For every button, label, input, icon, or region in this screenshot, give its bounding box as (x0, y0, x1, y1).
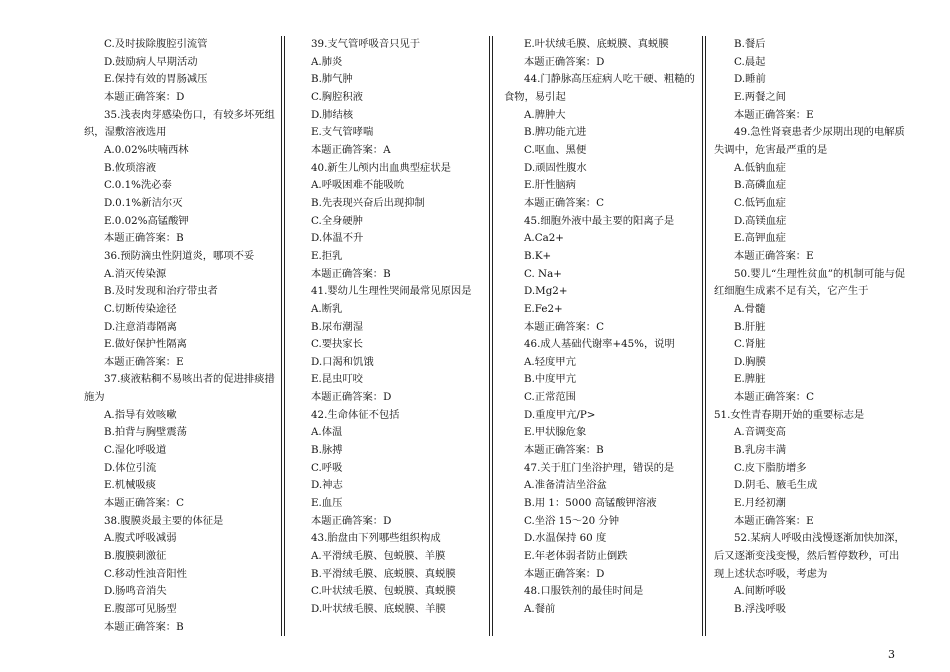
text-line: 51.女性青春期开始的重要标志是 (714, 408, 865, 421)
text-line: D.鼓励病人早期活动 (104, 55, 198, 68)
text-line: A.平滑绒毛膜、包蜕膜、羊膜 (311, 550, 446, 563)
column-divider (702, 36, 706, 636)
text-line: B.用 1：5000 高锰酸钾溶液 (524, 497, 657, 510)
text-line: B.脉搏 (311, 444, 343, 457)
text-line: B.中度甲亢 (524, 373, 577, 386)
text-line: E.月经初潮 (734, 497, 786, 510)
text-line: A.断乳 (311, 302, 343, 315)
text-line: C. Na+ (524, 267, 562, 280)
text-line: B.平滑绒毛膜、底蜕膜、真蜕膜 (311, 567, 456, 580)
column-divider (281, 36, 285, 636)
text-line: E.0.02%高锰酸钾 (104, 214, 189, 227)
text-line: D.体温不升 (311, 232, 364, 245)
text-line: E.高钾血症 (734, 232, 786, 245)
text-line: B.浮浅呼吸 (734, 603, 787, 615)
text-line: A.准备清洁坐浴盆 (524, 479, 607, 492)
text-line: 本题正确答案：E (734, 108, 814, 121)
text-line: 本题正确答案：D (524, 567, 605, 580)
text-line: C.0.1%洗必泰 (104, 179, 172, 192)
text-line: D.睡前 (734, 73, 766, 86)
text-line: C.呼吸 (311, 461, 343, 474)
text-line: 本题正确答案：C (524, 196, 604, 209)
text-line: 46.成人基础代谢率+45%，说明 (524, 338, 675, 351)
text-line: C.全身硬肿 (311, 214, 363, 227)
text-line: E.拒乳 (311, 249, 343, 262)
text-line: 44.门静脉高压症病人吃干硬、粗糙的食物，易引起 (504, 73, 695, 103)
column-1 (84, 36, 279, 636)
text-line: E.支气管哮喘 (311, 126, 374, 139)
text-line: D.0.1%新洁尔灭 (104, 196, 183, 209)
text-line: E.肝性脑病 (524, 179, 576, 192)
text-line: E.血压 (311, 497, 343, 510)
text-line: C.低钙血症 (734, 196, 786, 209)
text-line: 39.支气管呼吸音只见于 (311, 38, 421, 50)
text-line: B.肝脏 (734, 320, 766, 333)
text-line: B.腹膜刺激征 (104, 550, 167, 563)
text-line: D.顽固性腹水 (524, 161, 587, 174)
text-line: 49.急性肾衰患者少尿期出现的电解质失调中，危害最严重的是 (714, 126, 905, 156)
text-line: 本题正确答案：D (524, 55, 605, 68)
text-line: 本题正确答案：D (311, 514, 392, 527)
text-line: C.切断传染途径 (104, 302, 177, 315)
text-line: 40.新生儿颅内出血典型症状是 (311, 161, 451, 174)
text-line: D.叶状绒毛膜、底蜕膜、羊膜 (311, 603, 446, 615)
text-line: D.高镁血症 (734, 214, 787, 227)
text-line: A.体温 (311, 426, 343, 439)
text-line: C.叶状绒毛膜、包蜕膜、真蜕膜 (311, 585, 456, 598)
text-line: D.肠鸣音消失 (104, 585, 167, 598)
text-line: C.移动性浊音阳性 (104, 567, 187, 580)
text-line: C.湿化呼吸道 (104, 444, 167, 457)
text-line: A.间断呼吸 (734, 585, 786, 598)
text-line: B.拍背与胸壁震荡 (104, 426, 187, 439)
text-line: C.要抉家长 (311, 338, 363, 351)
text-line: 本题正确答案：E (734, 249, 814, 262)
column-3 (504, 36, 699, 619)
text-line: D.神志 (311, 479, 343, 492)
text-line: E.甲状腺危象 (524, 426, 587, 439)
text-line: B.及时发现和治疗带虫者 (104, 285, 218, 298)
text-line: E.叶状绒毛膜、底蜕膜、真蜕膜 (524, 38, 669, 50)
text-line: B.高磷血症 (734, 179, 787, 192)
text-line: D.体位引流 (104, 461, 157, 474)
text-line: 本题正确答案：E (734, 514, 814, 527)
text-line: A.呼吸困难不能吸吮 (311, 179, 405, 192)
text-line: 35.浅表肉芽感染伤口，有较多坏死组织，湿敷溶液选用 (84, 108, 275, 139)
text-line: A.脾肿大 (524, 108, 566, 121)
text-line: E.昆虫叮咬 (311, 373, 363, 386)
text-line: D.Mg2+ (524, 285, 568, 298)
text-line: E.年老体弱者防止倒跌 (524, 550, 628, 563)
text-line: D.阴毛、腋毛生成 (734, 479, 818, 492)
text-line: B.乳房丰满 (734, 444, 787, 457)
column-4 (714, 36, 909, 619)
text-line: C.皮下脂肪增多 (734, 461, 807, 474)
text-line: 47.关于肛门坐浴护理，错误的是 (524, 461, 675, 474)
text-line: A.肺炎 (311, 55, 343, 68)
text-line: 45.细胞外液中最主要的阳离子是 (524, 214, 675, 227)
text-line: 本题正确答案：C (104, 497, 184, 510)
text-line: A.餐前 (524, 603, 556, 615)
text-line: C.及时拔除腹腔引流管 (104, 38, 208, 50)
text-line: 36.预防滴虫性阴道炎，哪项不妥 (104, 249, 255, 262)
text-line: A.音调变高 (734, 426, 786, 439)
text-line: D.重度甲亢/P> (524, 408, 596, 421)
text-line: 本题正确答案：E (104, 355, 184, 368)
text-line: 本题正确答案：B (104, 232, 184, 245)
text-line: E.两餐之间 (734, 90, 786, 103)
text-line: E.机械吸痰 (104, 479, 156, 492)
text-line: 本题正确答案：D (104, 90, 185, 103)
text-line: B.K+ (524, 249, 552, 262)
text-line: C.胸腔积液 (311, 90, 363, 103)
page-number: 3 (888, 648, 895, 661)
text-line: D.口渴和饥饿 (311, 355, 374, 368)
text-line: 37.痰液粘稠不易咳出者的促进排痰措施为 (84, 373, 275, 404)
text-line: 42.生命体征不包括 (311, 408, 400, 421)
text-line: 50.婴儿“生理性贫血”的机制可能与促红细胞生成素不足有关，它产生于 (714, 267, 906, 298)
text-line: B.肺气肿 (311, 73, 353, 86)
text-line: C.肾脏 (734, 338, 766, 351)
text-line: 48.口服铁剂的最佳时间是 (524, 585, 644, 598)
text-line: 本题正确答案：B (524, 444, 604, 457)
text-line: 本题正确答案：A (311, 143, 391, 156)
text-line: C.呕血、黑便 (524, 143, 587, 156)
text-line: D.注意消毒隔离 (104, 320, 177, 333)
text-line: D.胸膜 (734, 355, 766, 368)
text-line: C.坐浴 15～20 分钟 (524, 514, 620, 527)
text-line: E.Fe2+ (524, 302, 563, 315)
text-line: A.轻度甲亢 (524, 355, 576, 368)
text-line: B.尿布潮湿 (311, 320, 364, 333)
text-line: 本题正确答案：D (311, 391, 392, 404)
text-line: E.腹部可见肠型 (104, 603, 177, 615)
text-line: 43.胎盘由下列哪些组织构成 (311, 532, 441, 545)
text-line: A.腹式呼吸减弱 (104, 532, 177, 545)
text-line: 本题正确答案：B (104, 620, 184, 633)
text-line: 本题正确答案：C (734, 391, 814, 404)
column-2 (291, 36, 486, 619)
text-line: E.做好保护性隔离 (104, 338, 187, 351)
text-line: 52.某病人呼吸由浅慢逐渐加快加深，后又逐渐变浅变慢，然后暂停数秒，可出现上述状态呼吸，考虑为 (714, 532, 905, 580)
text-line: 本题正确答案：C (524, 320, 604, 333)
text-line: 41.婴幼儿生理性哭闹最常见原因是 (311, 285, 472, 298)
text-line: B.脾功能亢进 (524, 126, 587, 139)
text-line: D.水温保持 60 度 (524, 532, 607, 545)
text-line: C.晨起 (734, 55, 766, 68)
text-line: 本题正确答案：B (311, 267, 391, 280)
text-line: A.0.02%呋喃西林 (104, 143, 189, 156)
text-line: A.骨髓 (734, 302, 766, 315)
text-line: D.肺结核 (311, 108, 354, 121)
text-line: B.攸琐溶液 (104, 161, 157, 174)
text-line: C.正常范围 (524, 391, 576, 404)
text-line: A.指导有效咳嗽 (104, 408, 177, 421)
text-line: 38.腹膜炎最主要的体征是 (104, 514, 224, 527)
text-line: B.餐后 (734, 38, 766, 50)
text-line: E.保持有效的胃肠减压 (104, 73, 208, 86)
column-divider (489, 36, 493, 636)
text-line: E.脾脏 (734, 373, 766, 386)
text-line: B.先表现兴奋后出现抑制 (311, 196, 425, 209)
text-line: A.低钠血症 (734, 161, 786, 174)
text-line: A.消灭传染源 (104, 267, 167, 280)
text-line: A.Ca2+ (524, 232, 564, 245)
